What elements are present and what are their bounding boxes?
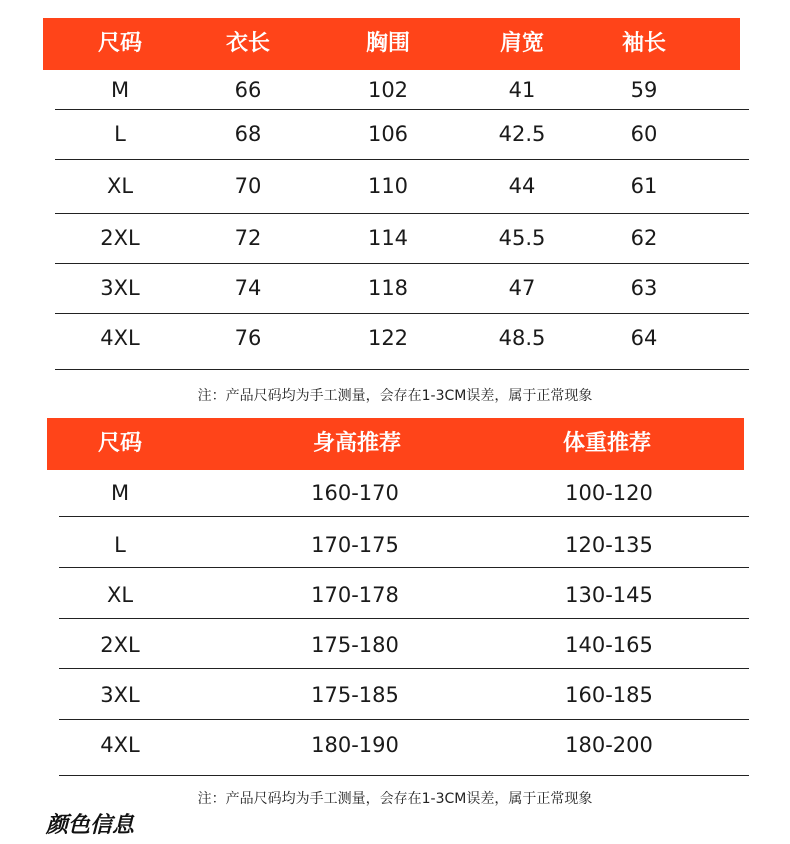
- cell-height: 180-190: [311, 733, 399, 757]
- cell-length: 72: [234, 226, 262, 250]
- cell-shoulder: 45.5: [498, 226, 546, 250]
- cell-weight: 100-120: [565, 481, 653, 505]
- table-row: [55, 160, 749, 214]
- cell-length: 68: [234, 122, 262, 146]
- table-row: [59, 720, 749, 776]
- header-length: 衣长: [225, 31, 270, 56]
- cell-chest: 106: [367, 122, 409, 146]
- cell-size: 3XL: [100, 276, 140, 300]
- cell-weight: 140-165: [565, 633, 653, 657]
- size-table-header: [43, 18, 740, 70]
- cell-size: 4XL: [100, 326, 140, 350]
- header-chest: 胸围: [365, 31, 410, 56]
- header-weight: 体重推荐: [562, 431, 651, 456]
- cell-height: 175-180: [311, 633, 399, 657]
- cell-weight: 130-145: [565, 583, 653, 607]
- cell-height: 170-175: [311, 533, 399, 557]
- table-row: [59, 619, 749, 669]
- cell-shoulder: 47: [508, 276, 536, 300]
- table-row: [55, 110, 749, 160]
- cell-shoulder: 48.5: [498, 326, 546, 350]
- cell-length: 76: [234, 326, 262, 350]
- cell-size: 4XL: [100, 733, 140, 757]
- cell-chest: 122: [367, 326, 409, 350]
- cell-shoulder: 41: [508, 78, 536, 102]
- cell-size: L: [114, 122, 126, 146]
- table-row: [59, 568, 749, 619]
- header-size: 尺码: [97, 31, 142, 56]
- cell-length: 74: [234, 276, 262, 300]
- cell-sleeve: 62: [630, 226, 658, 250]
- cell-chest: 110: [367, 174, 409, 198]
- cell-height: 170-178: [311, 583, 399, 607]
- table-row: [55, 71, 749, 110]
- cell-weight: 180-200: [565, 733, 653, 757]
- cell-size: XL: [106, 583, 134, 607]
- header-size: 尺码: [97, 431, 142, 456]
- cell-size: M: [110, 481, 130, 505]
- cell-chest: 118: [367, 276, 409, 300]
- cell-chest: 114: [367, 226, 409, 250]
- cell-sleeve: 63: [630, 276, 658, 300]
- cell-weight: 160-185: [565, 683, 653, 707]
- header-sleeve: 袖长: [621, 31, 666, 56]
- cell-shoulder: 44: [508, 174, 536, 198]
- table-row: [55, 314, 749, 370]
- cell-size: M: [110, 78, 130, 102]
- cell-weight: 120-135: [565, 533, 653, 557]
- table-row: [55, 214, 749, 264]
- cell-size: L: [114, 533, 126, 557]
- header-height: 身高推荐: [312, 431, 401, 456]
- recommend-table: [47, 418, 747, 776]
- cell-size: XL: [106, 174, 134, 198]
- cell-height: 175-185: [311, 683, 399, 707]
- color-info-title: 颜色信息: [46, 813, 135, 838]
- cell-size: 2XL: [100, 226, 140, 250]
- size-table: [43, 18, 743, 370]
- cell-sleeve: 59: [630, 78, 658, 102]
- cell-height: 160-170: [311, 481, 399, 505]
- header-shoulder: 肩宽: [499, 31, 544, 56]
- measurement-note: 注：产品尺码均为手工测量，会存在1-3CM误差，属于正常现象: [197, 388, 593, 404]
- cell-sleeve: 60: [630, 122, 658, 146]
- cell-size: 2XL: [100, 633, 140, 657]
- cell-chest: 102: [367, 78, 409, 102]
- cell-size: 3XL: [100, 683, 140, 707]
- measurement-note-2: 注：产品尺码均为手工测量，会存在1-3CM误差，属于正常现象: [197, 791, 593, 807]
- table-row: [55, 264, 749, 314]
- cell-length: 66: [234, 78, 262, 102]
- cell-sleeve: 64: [630, 326, 658, 350]
- table-row: [59, 470, 749, 517]
- cell-shoulder: 42.5: [498, 122, 546, 146]
- table-row: [59, 517, 749, 568]
- cell-length: 70: [234, 174, 262, 198]
- cell-sleeve: 61: [630, 174, 658, 198]
- recommend-table-header: [47, 418, 744, 470]
- table-row: [59, 669, 749, 720]
